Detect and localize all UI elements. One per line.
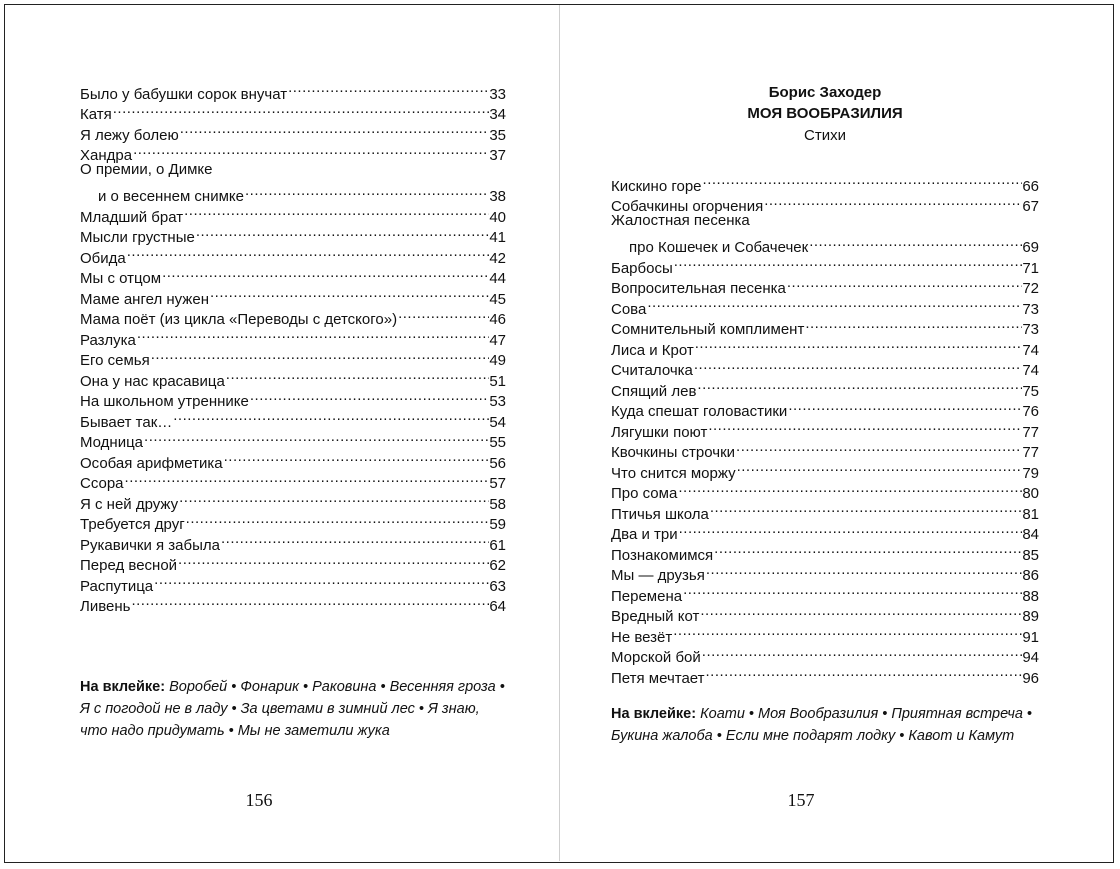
dot-leader	[195, 222, 489, 243]
toc-entry	[80, 468, 506, 492]
toc-entry-page: 44	[489, 270, 506, 287]
dot-leader	[178, 488, 489, 509]
toc-entry-title: Познакомимся	[611, 546, 714, 564]
toc-entry-title: Вопросительная песенка	[611, 280, 786, 297]
toc-entry-title: Про сома	[611, 485, 678, 502]
toc-entry-page: 81	[1022, 505, 1039, 523]
book-gutter	[559, 5, 560, 861]
toc-entry	[80, 591, 506, 615]
toc-entry	[611, 211, 1039, 232]
section-header	[611, 82, 1039, 147]
dot-leader	[132, 140, 489, 161]
dot-leader	[682, 580, 1022, 601]
toc-entry-title: Обида	[80, 249, 126, 267]
toc-entry-page: 33	[489, 85, 506, 103]
dot-leader	[287, 78, 489, 99]
toc-entry-page: 77	[1022, 444, 1039, 461]
toc-entry-title: Распутица	[80, 577, 154, 595]
dot-leader	[130, 591, 489, 612]
dot-leader	[244, 181, 489, 202]
toc-entry-title: Петя мечтает	[611, 669, 705, 687]
toc-entry-page: 88	[1022, 587, 1039, 605]
dot-leader	[763, 191, 1022, 212]
toc-entry-page: 89	[1022, 608, 1039, 625]
toc-entry-title: Сомнительный комплимент	[611, 321, 805, 338]
dot-leader	[136, 324, 489, 345]
toc-entry	[80, 324, 506, 349]
toc-entry-title: Барбосы	[611, 259, 673, 277]
toc-entry	[611, 642, 1039, 666]
toc-entry-title: Модница	[80, 434, 144, 451]
dot-leader	[787, 396, 1022, 417]
dot-leader	[701, 642, 1023, 663]
toc-entry-page: 86	[1022, 567, 1039, 584]
toc-entry-title: Катя	[80, 106, 112, 123]
toc-entry-page: 74	[1022, 341, 1039, 359]
toc-entry	[80, 181, 506, 205]
toc-entry-title: Его семья	[80, 352, 150, 369]
dot-leader	[694, 334, 1023, 355]
toc-entry-title: Она у нас красавица	[80, 372, 225, 390]
dot-leader	[183, 201, 489, 222]
toc-entry-title: Спящий лев	[611, 382, 697, 400]
toc-entry	[80, 447, 506, 472]
toc-entry-title: Было у бабушки сорок внучат	[80, 85, 288, 103]
toc-entry-title: Хандра	[80, 147, 133, 164]
toc-entry-page: 69	[1022, 239, 1039, 256]
insert-label: На вклейке:	[80, 679, 166, 695]
dot-leader	[153, 570, 489, 591]
toc-entry-title: Разлука	[80, 331, 136, 349]
toc-list-left	[80, 78, 506, 615]
toc-entry-page: 55	[489, 434, 506, 451]
toc-entry	[80, 427, 506, 451]
toc-entry	[611, 170, 1039, 195]
dot-leader	[786, 273, 1022, 294]
toc-entry-page: 94	[1022, 649, 1039, 666]
toc-entry-title: Особая арифметика	[80, 454, 223, 472]
toc-entry	[611, 293, 1039, 318]
insert-label: На вклейке:	[611, 706, 697, 722]
toc-entry-title: Птичья школа	[611, 505, 709, 523]
insert-items: Коати • Моя Вообразилия • Приятная встреча • Букина жалоба • Если мне подарят лодку • Кавот и Камут	[611, 706, 1033, 744]
dot-leader	[709, 498, 1022, 519]
toc-entry-page: 72	[1022, 280, 1039, 297]
toc-entry-page: 96	[1022, 669, 1039, 687]
dot-leader	[696, 375, 1022, 396]
toc-entry-page: 62	[489, 557, 506, 574]
toc-entry-page: 66	[1022, 177, 1039, 195]
dot-leader	[705, 560, 1022, 581]
dot-leader	[397, 304, 489, 325]
toc-entry-title: Я лежу болею	[80, 126, 179, 144]
toc-entry-title: Перед весной	[80, 557, 178, 574]
toc-entry-page: 73	[1022, 321, 1039, 338]
toc-entry	[611, 252, 1039, 277]
toc-entry-page: 71	[1022, 259, 1039, 277]
dot-leader	[804, 314, 1022, 335]
toc-entry-title: О премии, о Димке	[80, 161, 213, 178]
toc-entry-page: 53	[489, 393, 506, 410]
toc-entry	[80, 345, 506, 369]
left-page	[80, 0, 506, 869]
toc-entry-title: На школьном утреннике	[80, 393, 249, 410]
toc-entry-title: Квочкины строчки	[611, 444, 736, 461]
toc-entry-page: 63	[489, 577, 506, 595]
dot-leader	[143, 427, 489, 448]
toc-entry-title: Ссора	[80, 475, 124, 492]
dot-leader	[699, 601, 1022, 622]
toc-entry-title: Требуется друг	[80, 516, 185, 533]
toc-entry-title: Мы — друзья	[611, 567, 705, 584]
toc-entry-title: Лягушки поют	[611, 423, 708, 441]
toc-entry	[611, 273, 1039, 297]
toc-entry-page: 57	[489, 475, 506, 492]
dot-leader	[124, 468, 490, 489]
dot-leader	[150, 345, 490, 366]
toc-entry-page: 76	[1022, 403, 1039, 420]
toc-entry-page: 74	[1022, 362, 1039, 379]
toc-entry-title: Сова	[611, 300, 647, 318]
insert-note-right	[611, 703, 1041, 747]
dot-leader	[112, 99, 490, 120]
toc-entry	[80, 160, 506, 181]
toc-entry-title: Куда спешат головастики	[611, 403, 788, 420]
dot-leader	[209, 283, 489, 304]
toc-entry-title: Маме ангел нужен	[80, 290, 209, 308]
dot-leader	[179, 119, 490, 140]
toc-entry-page: 84	[1022, 526, 1039, 543]
toc-entry-page: 91	[1022, 628, 1039, 646]
toc-entry	[80, 140, 506, 164]
toc-entry-title: Я с ней дружу	[80, 495, 179, 513]
toc-entry-page: 56	[489, 454, 506, 472]
dot-leader	[223, 447, 490, 468]
toc-entry-page: 80	[1022, 485, 1039, 502]
toc-entry-page: 35	[489, 126, 506, 144]
toc-entry-page: 46	[489, 311, 506, 328]
toc-entry-page: 49	[489, 352, 506, 369]
toc-entry	[80, 488, 506, 513]
insert-note-left	[80, 676, 510, 742]
dot-leader	[693, 355, 1022, 376]
dot-leader	[225, 365, 490, 386]
dot-leader	[220, 529, 489, 550]
toc-entry-page: 61	[489, 536, 506, 554]
dot-leader	[126, 242, 490, 263]
toc-entry-title: Перемена	[611, 587, 683, 605]
toc-entry-page: 51	[489, 372, 506, 390]
toc-entry-page: 77	[1022, 423, 1039, 441]
toc-entry-page: 47	[489, 331, 506, 349]
toc-entry	[80, 99, 506, 123]
toc-entry-page: 42	[489, 249, 506, 267]
toc-entry-page: 58	[489, 495, 506, 513]
dot-leader	[707, 416, 1022, 437]
toc-entry	[611, 232, 1039, 256]
dot-leader	[177, 550, 489, 571]
toc-entry-title: Морской бой	[611, 649, 701, 666]
toc-entry-page: 41	[489, 229, 506, 246]
dot-leader	[185, 509, 490, 530]
dot-leader	[713, 539, 1022, 560]
toc-entry	[80, 78, 506, 103]
toc-entry-title: Собачкины огорчения	[611, 198, 764, 215]
dot-leader	[172, 406, 489, 427]
page-number-left: 156	[245, 790, 273, 810]
toc-entry-title: Вредный кот	[611, 608, 700, 625]
toc-entry-page: 79	[1022, 464, 1039, 482]
toc-entry-page: 38	[489, 188, 506, 205]
dot-leader	[678, 519, 1023, 540]
dot-leader	[673, 252, 1023, 273]
dot-leader	[677, 478, 1022, 499]
toc-list-right	[611, 170, 1039, 687]
toc-entry-title: Считалочка	[611, 362, 693, 379]
dot-leader	[249, 386, 489, 407]
toc-entry-title: Два и три	[611, 526, 678, 543]
toc-entry-page: 37	[489, 147, 506, 164]
dot-leader	[672, 621, 1022, 642]
toc-entry-title: и о весеннем снимке	[98, 188, 244, 205]
toc-entry-page: 40	[489, 208, 506, 226]
toc-entry-page: 34	[489, 106, 506, 123]
toc-entry-title: Мама поёт (из цикла «Переводы с детского»)	[80, 311, 398, 328]
toc-entry-title: Бывает так…	[80, 413, 173, 431]
toc-entry-page: 73	[1022, 300, 1039, 318]
toc-entry-page: 85	[1022, 546, 1039, 564]
toc-entry-title: Жалостная песенка	[611, 212, 750, 229]
dot-leader	[736, 457, 1023, 478]
toc-entry-title: про Кошечек и Собачечек	[629, 239, 809, 256]
insert-items: Воробей • Фонарик • Раковина • Весенняя гроза • Я с погодой не в ладу • За цветами в зимний лес • Я знаю, что надо придумать • Мы не заметили жука	[80, 679, 505, 739]
toc-entry-page: 45	[489, 290, 506, 308]
toc-entry-page: 75	[1022, 382, 1039, 400]
toc-entry-page: 64	[489, 598, 506, 615]
toc-entry	[80, 119, 506, 144]
page-number-right: 157	[787, 790, 815, 810]
genre-label: Стихи	[804, 127, 846, 144]
toc-entry-title: Мысли грустные	[80, 229, 195, 246]
toc-entry-title: Не везёт	[611, 628, 673, 646]
toc-entry-title: Младший брат	[80, 208, 184, 226]
toc-entry-title: Рукавички я забыла	[80, 536, 220, 554]
dot-leader	[735, 437, 1022, 458]
dot-leader	[702, 170, 1023, 191]
toc-entry-page: 59	[489, 516, 506, 533]
dot-leader	[808, 232, 1022, 253]
dot-leader	[161, 263, 489, 284]
right-page	[611, 0, 1039, 869]
toc-entry-title: Мы с отцом	[80, 270, 162, 287]
toc-entry	[611, 314, 1039, 338]
dot-leader	[646, 293, 1022, 314]
toc-entry	[80, 263, 506, 287]
book-title: МОЯ ВООБРАЗИЛИЯ	[747, 105, 903, 122]
toc-entry-page: 54	[489, 413, 506, 431]
toc-entry-title: Кискино горе	[611, 177, 702, 195]
toc-entry	[80, 242, 506, 267]
toc-entry-page: 67	[1022, 198, 1039, 215]
toc-entry-title: Лиса и Крот	[611, 341, 694, 359]
toc-entry	[611, 621, 1039, 646]
toc-entry-title: Что снится моржу	[611, 464, 736, 482]
author-name: Борис Заходер	[768, 84, 882, 101]
toc-entry-title: Ливень	[80, 598, 131, 615]
dot-leader	[705, 662, 1023, 683]
